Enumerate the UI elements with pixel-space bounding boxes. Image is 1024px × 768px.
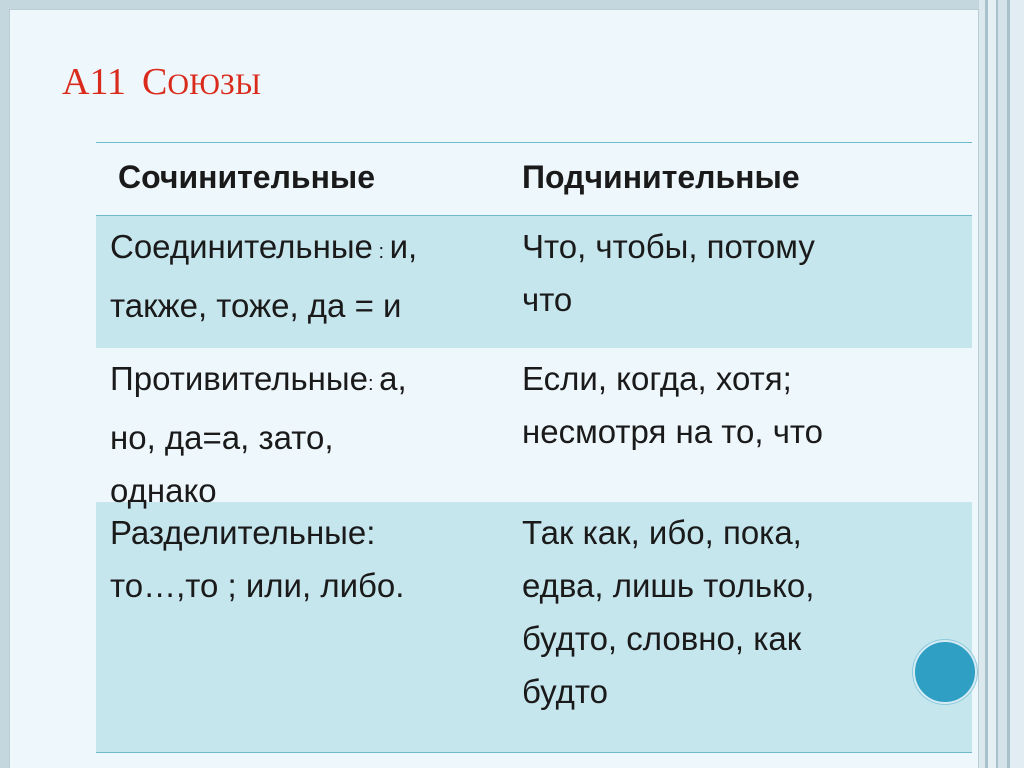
cell-line <box>110 220 508 279</box>
header-subordinating: Подчинительные <box>522 159 800 195</box>
cell-subordinating <box>508 502 972 752</box>
title-code: А11 <box>62 61 127 103</box>
title-word <box>142 61 261 103</box>
cell-line: однако <box>110 472 217 509</box>
cell-line: Так как, ибо, пока, <box>522 514 802 551</box>
cell-text: Противительные <box>110 360 368 397</box>
table-row <box>96 348 972 509</box>
cell-line: Разделительные: <box>110 514 376 551</box>
cell-colon: : <box>372 241 390 263</box>
cell-line: также, тоже, да = и <box>110 287 402 324</box>
title-word-rest: ОЮЗЫ <box>167 68 262 101</box>
cell-coordinating <box>96 348 508 509</box>
edge-stripe <box>988 0 996 768</box>
cell-subordinating <box>508 216 972 348</box>
edge-stripe <box>998 0 1007 768</box>
cell-coordinating <box>96 502 508 752</box>
cell-text: Соединительные <box>110 228 373 265</box>
cell-line: но, да=а, зато, <box>110 419 334 456</box>
cell-text: и, <box>389 228 418 265</box>
cell-line <box>110 352 508 411</box>
cell-colon: : <box>367 373 380 395</box>
table-row <box>96 216 972 348</box>
cell-coordinating <box>96 216 508 348</box>
edge-stripe <box>1010 0 1024 768</box>
cell-text: а, <box>379 360 407 397</box>
table-header-row <box>96 142 972 216</box>
cell-line: будто <box>522 673 608 710</box>
cell-line: несмотря на то, что <box>522 413 823 450</box>
cell-subordinating <box>508 348 972 502</box>
cell-line: едва, лишь только, <box>522 567 815 604</box>
table-row <box>96 502 972 753</box>
cell-line: то…,то ; или, либо. <box>110 567 405 604</box>
cell-line: что <box>522 281 573 318</box>
title-word-first: С <box>142 61 168 103</box>
slide-title <box>62 58 261 109</box>
conjunctions-table <box>96 142 972 753</box>
header-coordinating: Сочинительные <box>118 159 376 195</box>
cell-line: Что, чтобы, потому <box>522 228 815 265</box>
cell-line: будто, словно, как <box>522 620 802 657</box>
decorative-circle <box>913 640 977 704</box>
cell-line: Если, когда, хотя; <box>522 360 792 397</box>
